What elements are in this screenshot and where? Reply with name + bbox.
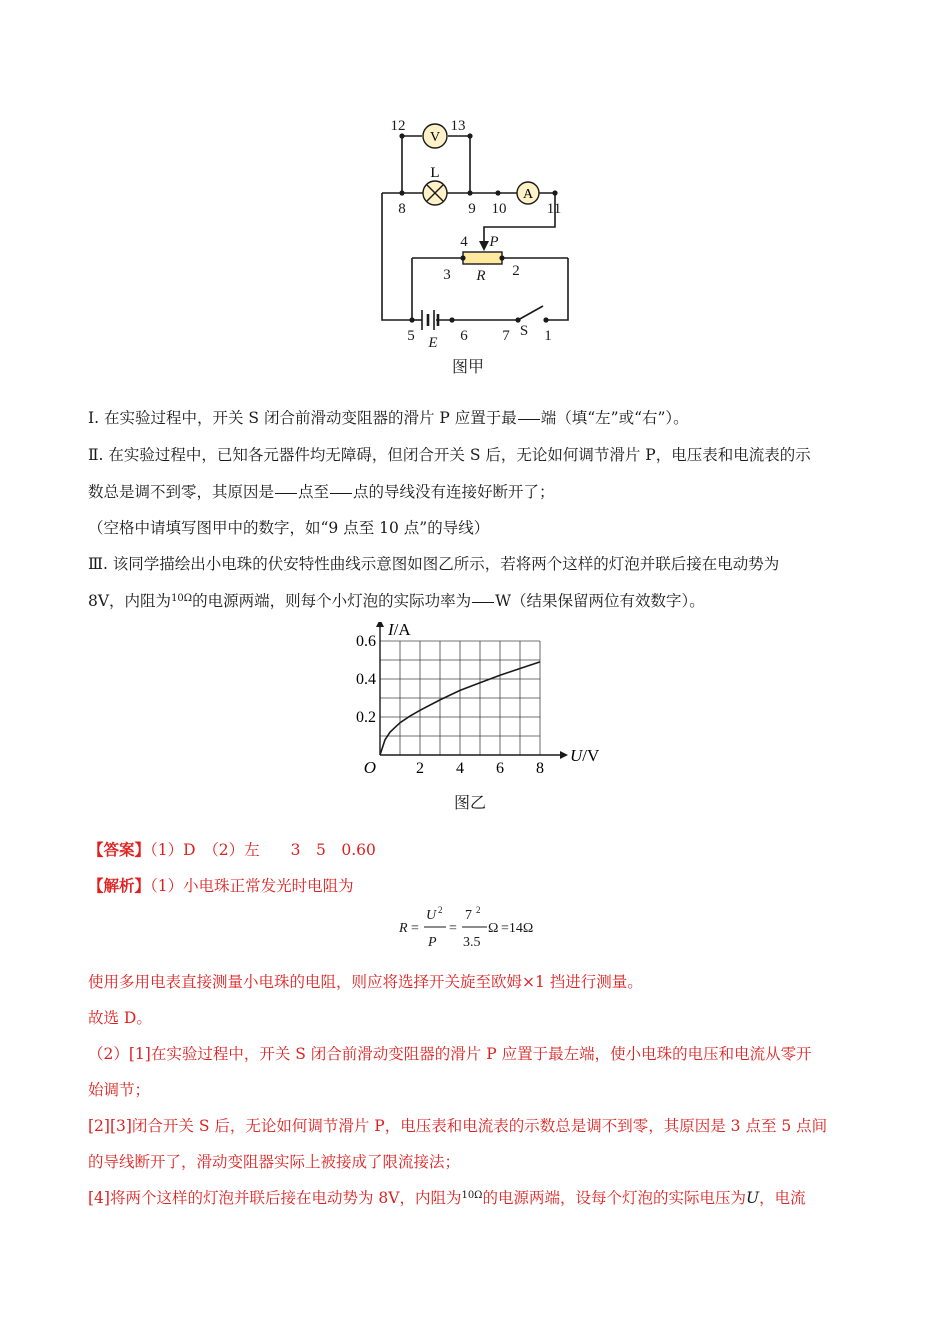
chart-axes: [376, 622, 568, 759]
svg-text:8: 8: [398, 201, 406, 217]
svg-text:2: 2: [438, 905, 443, 915]
x-tick-label: 8: [536, 760, 544, 777]
analysis-p1: 使用多用电表直接测量小电珠的电阻，则应将选择开关旋至欧姆×1 挡进行测量。: [88, 973, 643, 991]
y-axis-arrow-icon: [376, 622, 384, 627]
svg-text:9: 9: [468, 201, 476, 217]
analysis-p4-line1: [2][3]闭合开关 S 后，无论如何调节滑片 P，电压表和电流表的示数总是调不到零，其原因是 3 点至 5 点间: [88, 1117, 828, 1135]
question-1: Ⅰ. 在实验过程中，开关 S 闭合前滑动变阻器的滑片 P 应置于最 端（填“左”或“右”）。: [88, 409, 689, 427]
analysis-tag: 【解析】: [88, 876, 151, 895]
analysis-p3-line2: 始调节；: [88, 1081, 151, 1099]
svg-text:P: P: [489, 234, 499, 250]
svg-text:=: =: [411, 921, 419, 936]
svg-text:E: E: [428, 335, 438, 350]
svg-text:S: S: [519, 323, 529, 339]
y-tick-label: 0.6: [356, 633, 376, 650]
svg-text:3: 3: [443, 267, 451, 283]
answer-line: 【答案】（1）D （2）左 3 5 0.60: [88, 840, 376, 859]
resistance-formula: [395, 904, 565, 952]
circuit-figure: [360, 110, 600, 350]
analysis-p2: 故选 D。: [88, 1009, 152, 1027]
y-tick-label: 0.4: [356, 671, 376, 688]
origin-label: O: [363, 758, 376, 777]
svg-text:10: 10: [491, 201, 507, 217]
svg-text:R: R: [476, 268, 486, 284]
iv-chart-svg: [340, 622, 610, 792]
x-axis-label: U/V: [570, 746, 600, 765]
x-axis-arrow-icon: [560, 751, 568, 759]
svg-text:=14Ω: =14Ω: [501, 921, 534, 936]
iv-chart: [340, 622, 610, 792]
svg-text:11: 11: [546, 201, 562, 217]
svg-text:L: L: [430, 165, 440, 181]
analysis-p4-line2: 的导线断开了，滑动变阻器实际上被接成了限流接法；: [88, 1153, 461, 1171]
analysis-intro: 【解析】（1）小电珠正常发光时电阻为: [88, 876, 354, 895]
svg-text:6: 6: [460, 328, 468, 344]
svg-text:7: 7: [465, 908, 472, 923]
switch-icon: [518, 306, 543, 320]
question-3-line2: 8V，内阻为$^{10\Omega}$的电源两端，则每个小灯泡的实际功率为 W（结果保留两位有效数字）。: [88, 592, 705, 610]
analysis-p5: [4]将两个这样的灯泡并联后接在电动势为 8V，内阻为$^{10\Omega}$的电源两端，设每个灯泡的实际电压为U，电流: [88, 1189, 806, 1207]
svg-text:A: A: [522, 187, 534, 202]
svg-text:5: 5: [407, 328, 415, 344]
analysis-p3-line1: （2）[1]在实验过程中，开关 S 闭合前滑动变阻器的滑片 P 应置于最左端，使小电珠的电压和电流从零开: [88, 1045, 812, 1063]
x-tick-label: 6: [496, 760, 504, 777]
svg-text:R: R: [399, 921, 408, 936]
question-2-line1: Ⅱ. 在实验过程中，已知各元器件均无障碍，但闭合开关 S 后，无论如何调节滑片 P，电压表和电流表的示: [88, 446, 811, 464]
y-tick-label: 0.2: [356, 709, 376, 726]
svg-text:3.5: 3.5: [463, 935, 481, 950]
x-tick-label: 4: [456, 760, 464, 777]
chart-grid: [380, 641, 540, 755]
svg-text:U: U: [426, 908, 437, 923]
svg-text:V: V: [429, 130, 441, 145]
question-2-line2: 数总是调不到零，其原因是 点至 点的导线没有连接好断开了；: [88, 483, 555, 501]
question-2-note: （空格中请填写图甲中的数字，如“9 点至 10 点”的导线）: [88, 519, 490, 537]
svg-text:7: 7: [502, 328, 510, 344]
figure-b-caption: 图乙: [454, 793, 487, 812]
svg-text:13: 13: [450, 118, 466, 134]
circuit-diagram: [360, 110, 600, 350]
svg-text:1: 1: [544, 328, 552, 344]
svg-text:12: 12: [390, 118, 406, 134]
x-tick-label: 2: [416, 760, 424, 777]
rheostat-icon: [463, 252, 502, 264]
figure-a-caption: 图甲: [452, 357, 485, 376]
svg-text:Ω: Ω: [488, 921, 499, 936]
y-axis-label: I/A: [388, 622, 411, 639]
svg-text:4: 4: [460, 234, 468, 250]
answer-tag: 【答案】: [88, 840, 151, 859]
question-3-line1: Ⅲ. 该同学描绘出小电珠的伏安特性曲线示意图如图乙所示，若将两个这样的灯泡并联后接在电动势为: [88, 555, 780, 573]
svg-text:2: 2: [476, 905, 481, 915]
slider-arrow-icon: [479, 241, 489, 251]
svg-text:P: P: [428, 935, 437, 950]
svg-text:=: =: [449, 921, 457, 936]
svg-text:2: 2: [512, 263, 520, 279]
